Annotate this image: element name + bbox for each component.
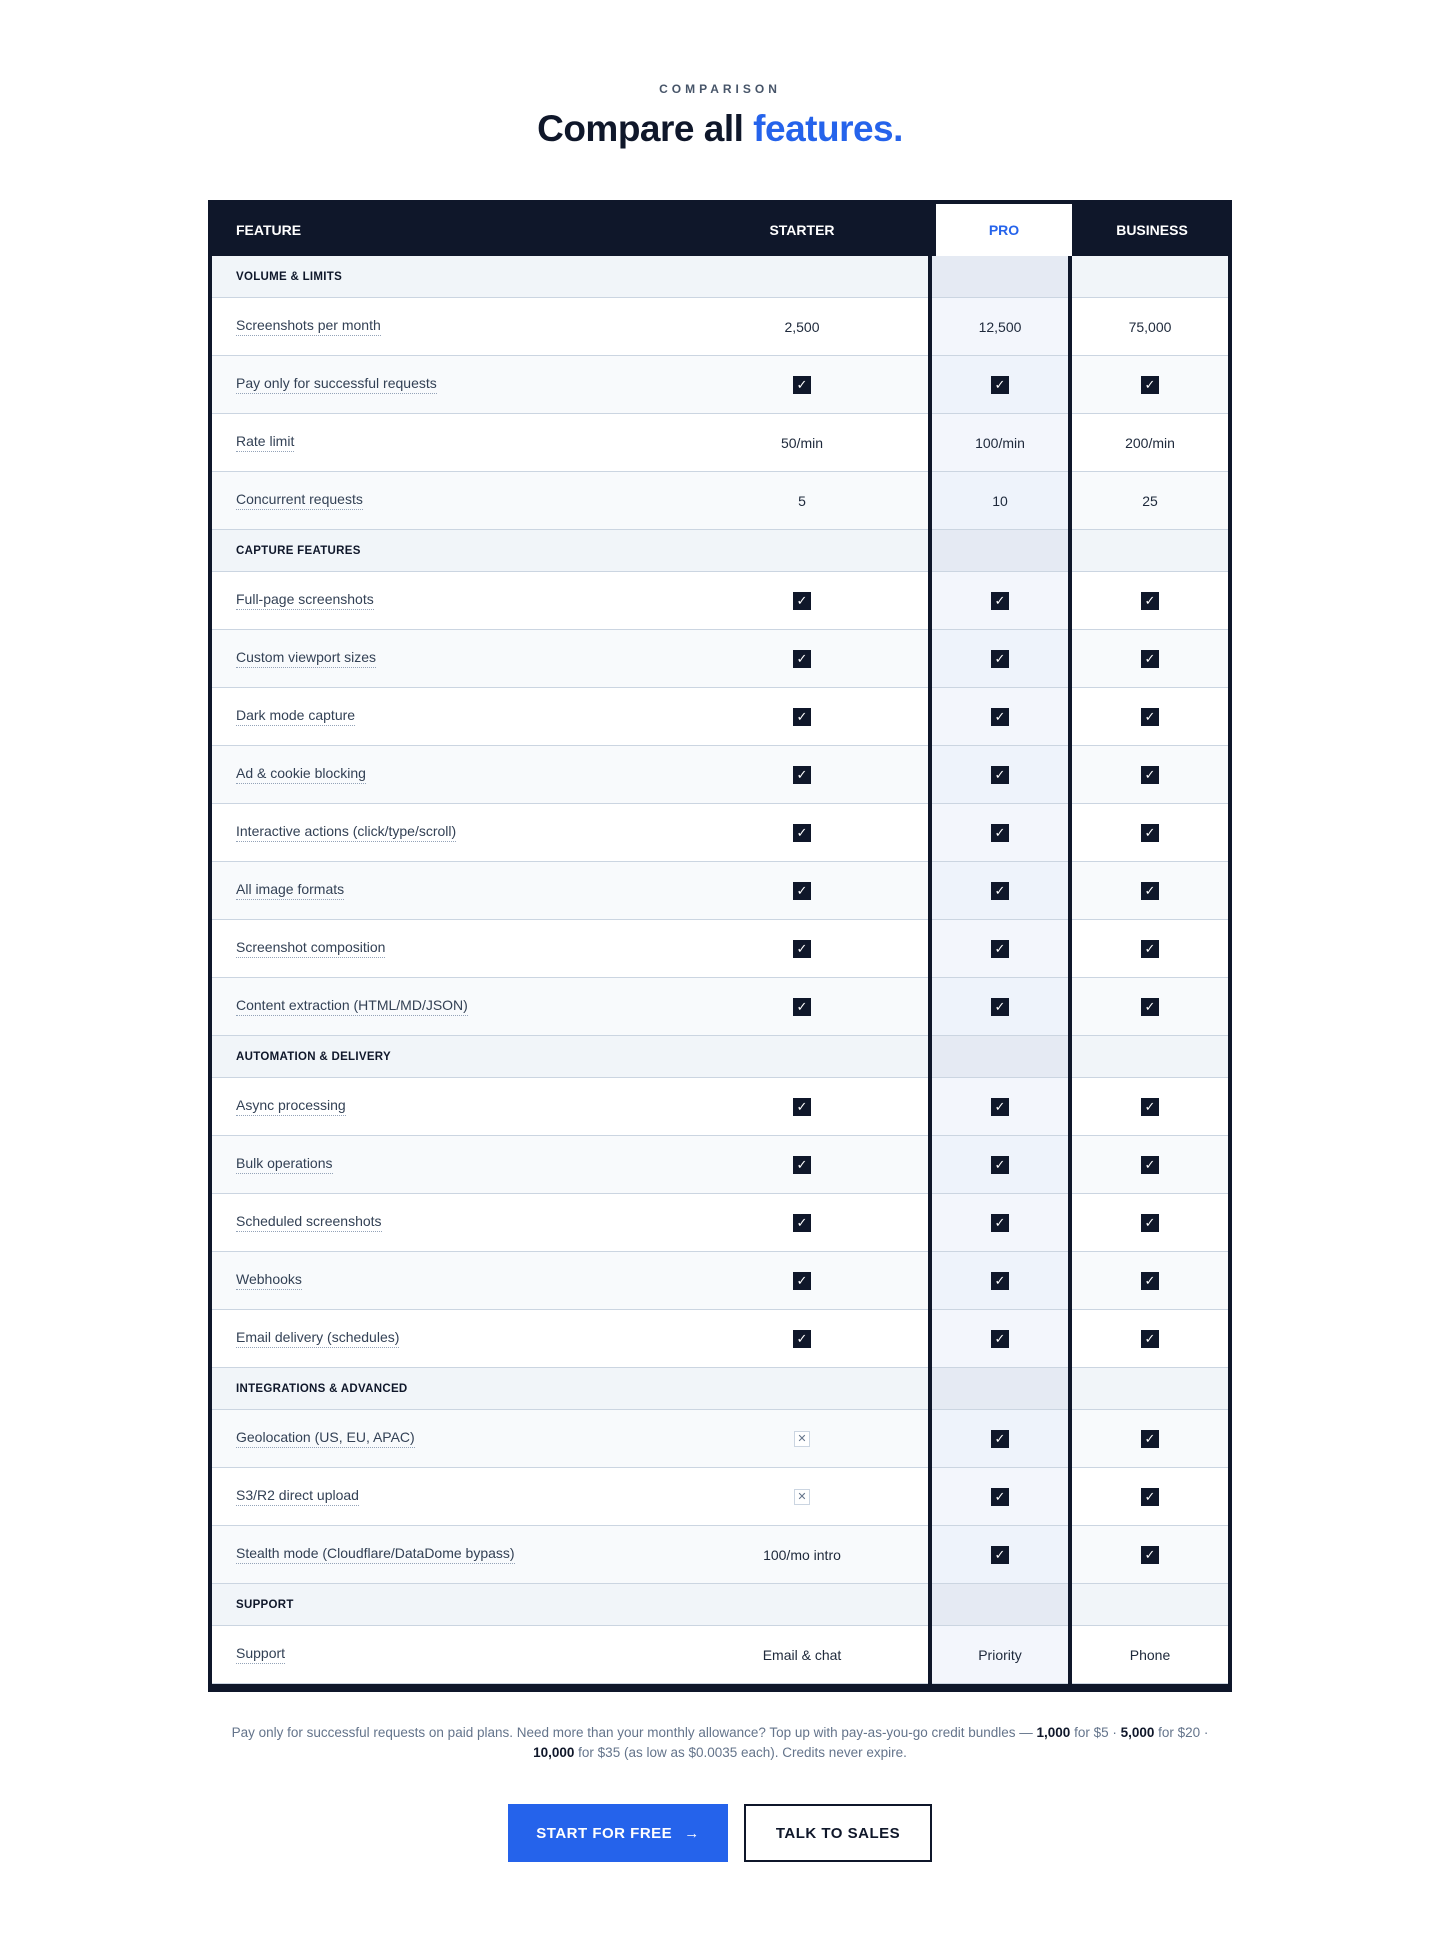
arrow-right-icon: → bbox=[684, 1824, 700, 1842]
table-row bbox=[212, 688, 1228, 746]
feature-label[interactable]: Dark mode capture bbox=[236, 707, 355, 726]
checkmark-icon: ✓ bbox=[991, 824, 1009, 842]
feature-label[interactable]: Screenshot composition bbox=[236, 939, 385, 958]
checkmark-icon: ✓ bbox=[1141, 1098, 1159, 1116]
pro-value bbox=[932, 572, 1068, 629]
feature-label-wrap bbox=[236, 1310, 399, 1367]
business-value bbox=[1072, 1468, 1228, 1525]
pro-value bbox=[932, 688, 1068, 745]
pro-cell bbox=[932, 1194, 1068, 1252]
pro-value bbox=[932, 1252, 1068, 1309]
footnote-text-1: Pay only for successful requests on paid plans. Need more than your monthly allowance? Top up with pay-as-you-go credit bundles — bbox=[231, 1725, 1037, 1740]
feature-label-wrap bbox=[236, 1410, 415, 1467]
feature-label-wrap bbox=[236, 1252, 302, 1309]
checkmark-icon: ✓ bbox=[1141, 1214, 1159, 1232]
business-cell bbox=[1072, 1136, 1228, 1194]
table-row bbox=[212, 862, 1228, 920]
business-cell bbox=[1072, 1526, 1228, 1584]
starter-value: Email & chat bbox=[762, 1646, 842, 1663]
business-value bbox=[1072, 804, 1228, 861]
start-for-free-button[interactable] bbox=[508, 1804, 728, 1862]
section-cell bbox=[1072, 1036, 1228, 1078]
pro-cell bbox=[932, 630, 1068, 688]
checkmark-icon: ✓ bbox=[793, 708, 811, 726]
column-header-business: BUSINESS bbox=[1116, 222, 1188, 238]
checkmark-icon: ✓ bbox=[991, 1430, 1009, 1448]
talk-to-sales-button[interactable] bbox=[744, 1804, 932, 1862]
footnote-bold-1: 1,000 bbox=[1036, 1725, 1071, 1740]
pro-value bbox=[932, 1310, 1068, 1367]
pro-cell bbox=[932, 746, 1068, 804]
business-value bbox=[1072, 1252, 1228, 1309]
eyebrow: COMPARISON bbox=[659, 82, 781, 96]
starter-value bbox=[742, 1078, 862, 1135]
pro-value bbox=[932, 1410, 1068, 1467]
feature-label-wrap bbox=[236, 1626, 285, 1683]
checkmark-icon: ✓ bbox=[991, 998, 1009, 1016]
feature-label[interactable]: S3/R2 direct upload bbox=[236, 1487, 359, 1506]
business-cell bbox=[1072, 1468, 1228, 1526]
section-label: INTEGRATIONS & ADVANCED bbox=[236, 1383, 408, 1395]
checkmark-icon: ✓ bbox=[793, 592, 811, 610]
page-title bbox=[0, 108, 1440, 150]
checkmark-icon: ✓ bbox=[991, 650, 1009, 668]
business-cell bbox=[1072, 1078, 1228, 1136]
business-cell bbox=[1072, 1626, 1228, 1684]
checkmark-icon: ✓ bbox=[991, 1546, 1009, 1564]
footnote-bold-3: 10,000 bbox=[533, 1745, 575, 1760]
checkmark-icon: ✓ bbox=[793, 1272, 811, 1290]
pro-cell bbox=[932, 298, 1068, 356]
feature-cell bbox=[212, 1626, 928, 1684]
feature-label[interactable]: Scheduled screenshots bbox=[236, 1213, 382, 1232]
feature-label[interactable]: Geolocation (US, EU, APAC) bbox=[236, 1429, 415, 1448]
table-row bbox=[212, 978, 1228, 1036]
checkmark-icon: ✓ bbox=[991, 1272, 1009, 1290]
pro-cell bbox=[932, 1410, 1068, 1468]
table-row bbox=[212, 1194, 1228, 1252]
column-header-feature: FEATURE bbox=[236, 222, 302, 238]
feature-label-wrap bbox=[236, 356, 437, 413]
feature-cell bbox=[212, 414, 928, 472]
section-cell bbox=[932, 256, 1068, 298]
table-row bbox=[212, 572, 1228, 630]
checkmark-icon: ✓ bbox=[1141, 650, 1159, 668]
section-row-integrations-advanced bbox=[212, 1368, 1228, 1410]
title-accent: features. bbox=[753, 108, 903, 149]
pro-value bbox=[932, 1136, 1068, 1193]
comparison-table bbox=[208, 200, 1232, 1692]
feature-cell bbox=[212, 862, 928, 920]
business-cell bbox=[1072, 688, 1228, 746]
table-row bbox=[212, 1410, 1228, 1468]
feature-label[interactable]: Email delivery (schedules) bbox=[236, 1329, 399, 1348]
business-cell bbox=[1072, 1252, 1228, 1310]
pro-value bbox=[932, 1468, 1068, 1525]
feature-label[interactable]: Custom viewport sizes bbox=[236, 649, 376, 668]
starter-value bbox=[742, 1194, 862, 1251]
feature-label-wrap bbox=[236, 804, 456, 861]
section-label: CAPTURE FEATURES bbox=[236, 545, 361, 557]
checkmark-icon: ✓ bbox=[991, 1330, 1009, 1348]
pro-cell bbox=[932, 572, 1068, 630]
checkmark-icon: ✓ bbox=[1141, 824, 1159, 842]
feature-label-wrap bbox=[236, 688, 355, 745]
pro-cell bbox=[932, 1310, 1068, 1368]
feature-cell bbox=[212, 630, 928, 688]
feature-label[interactable]: Support bbox=[236, 1645, 285, 1664]
feature-label[interactable]: All image formats bbox=[236, 881, 344, 900]
business-value: 75,000 bbox=[1128, 318, 1172, 335]
feature-label[interactable]: Ad & cookie blocking bbox=[236, 765, 366, 784]
checkmark-icon: ✓ bbox=[793, 882, 811, 900]
footnote-text-2: for $5 · bbox=[1070, 1725, 1121, 1740]
checkmark-icon: ✓ bbox=[793, 1098, 811, 1116]
pro-value bbox=[932, 1078, 1068, 1135]
feature-label[interactable]: Full-page screenshots bbox=[236, 591, 374, 610]
feature-label-wrap bbox=[236, 862, 344, 919]
checkmark-icon: ✓ bbox=[1141, 708, 1159, 726]
cross-icon: ✕ bbox=[794, 1431, 810, 1447]
feature-label-wrap bbox=[236, 1078, 346, 1135]
pro-value: Priority bbox=[978, 1646, 1022, 1663]
starter-value: 2,500 bbox=[784, 318, 820, 335]
business-cell bbox=[1072, 472, 1228, 530]
pro-value bbox=[932, 1194, 1068, 1251]
talk-to-sales-label: TALK TO SALES bbox=[775, 1824, 901, 1842]
feature-label[interactable]: Webhooks bbox=[236, 1271, 302, 1290]
section-row-support bbox=[212, 1584, 1228, 1626]
pro-cell bbox=[932, 862, 1068, 920]
table-row bbox=[212, 804, 1228, 862]
pro-cell bbox=[932, 804, 1068, 862]
business-cell bbox=[1072, 356, 1228, 414]
section-row-automation-delivery bbox=[212, 1036, 1228, 1078]
checkmark-icon: ✓ bbox=[1141, 1430, 1159, 1448]
business-value bbox=[1072, 630, 1228, 687]
starter-value bbox=[742, 804, 862, 861]
section-cell bbox=[1072, 1584, 1228, 1626]
pro-cell bbox=[932, 978, 1068, 1036]
checkmark-icon: ✓ bbox=[991, 1488, 1009, 1506]
business-value bbox=[1072, 1526, 1228, 1583]
business-cell bbox=[1072, 298, 1228, 356]
feature-label[interactable]: Screenshots per month bbox=[236, 317, 381, 336]
title-main: Compare all bbox=[537, 108, 754, 149]
checkmark-icon: ✓ bbox=[991, 376, 1009, 394]
feature-cell bbox=[212, 356, 928, 414]
table-row bbox=[212, 1526, 1228, 1584]
section-label: VOLUME & LIMITS bbox=[236, 271, 343, 283]
feature-label[interactable]: Concurrent requests bbox=[236, 491, 363, 510]
table-row bbox=[212, 1468, 1228, 1526]
business-value bbox=[1072, 746, 1228, 803]
checkmark-icon: ✓ bbox=[1141, 1546, 1159, 1564]
feature-label-wrap bbox=[236, 414, 294, 471]
pro-value bbox=[932, 862, 1068, 919]
feature-cell bbox=[212, 572, 928, 630]
starter-value bbox=[742, 1468, 862, 1525]
feature-cell bbox=[212, 1252, 928, 1310]
table-row bbox=[212, 472, 1228, 530]
pro-cell bbox=[932, 414, 1068, 472]
pro-value bbox=[932, 746, 1068, 803]
checkmark-icon: ✓ bbox=[991, 1214, 1009, 1232]
pro-value bbox=[932, 1526, 1068, 1583]
table-row bbox=[212, 746, 1228, 804]
business-cell bbox=[1072, 1194, 1228, 1252]
checkmark-icon: ✓ bbox=[1141, 766, 1159, 784]
business-value bbox=[1072, 1410, 1228, 1467]
checkmark-icon: ✓ bbox=[991, 882, 1009, 900]
pro-cell bbox=[932, 1136, 1068, 1194]
starter-value bbox=[742, 978, 862, 1035]
feature-label[interactable]: Pay only for successful requests bbox=[236, 375, 437, 394]
checkmark-icon: ✓ bbox=[991, 1098, 1009, 1116]
pro-cell bbox=[932, 1468, 1068, 1526]
table-header bbox=[212, 204, 1228, 256]
footnote-text-3: for $20 · bbox=[1154, 1725, 1209, 1740]
starter-value bbox=[742, 862, 862, 919]
starter-value bbox=[742, 1252, 862, 1309]
feature-label[interactable]: Content extraction (HTML/MD/JSON) bbox=[236, 997, 468, 1016]
checkmark-icon: ✓ bbox=[1141, 1156, 1159, 1174]
feature-cell bbox=[212, 298, 928, 356]
checkmark-icon: ✓ bbox=[991, 940, 1009, 958]
pro-value bbox=[932, 630, 1068, 687]
feature-label-wrap bbox=[236, 298, 381, 355]
feature-label-wrap bbox=[236, 1526, 515, 1583]
feature-label-wrap bbox=[236, 630, 376, 687]
pro-value bbox=[932, 920, 1068, 977]
starter-value bbox=[742, 1310, 862, 1367]
business-cell bbox=[1072, 1310, 1228, 1368]
feature-label[interactable]: Interactive actions (click/type/scroll) bbox=[236, 823, 456, 842]
pro-value: 10 bbox=[992, 492, 1008, 509]
section-row-capture-features bbox=[212, 530, 1228, 572]
table-row bbox=[212, 1136, 1228, 1194]
footnote-text-4: for $35 (as low as $0.0035 each). Credits never expire. bbox=[574, 1745, 907, 1760]
section-cell bbox=[212, 1584, 928, 1626]
feature-label-wrap bbox=[236, 978, 468, 1035]
feature-label-wrap bbox=[236, 1136, 333, 1193]
checkmark-icon: ✓ bbox=[793, 1156, 811, 1174]
table-row bbox=[212, 1626, 1228, 1684]
starter-value: 100/mo intro bbox=[763, 1546, 841, 1563]
section-cell bbox=[932, 530, 1068, 572]
checkmark-icon: ✓ bbox=[793, 650, 811, 668]
section-label: AUTOMATION & DELIVERY bbox=[236, 1051, 391, 1063]
checkmark-icon: ✓ bbox=[1141, 376, 1159, 394]
section-row-volume-limits bbox=[212, 256, 1228, 298]
business-cell bbox=[1072, 920, 1228, 978]
checkmark-icon: ✓ bbox=[1141, 1488, 1159, 1506]
feature-cell bbox=[212, 920, 928, 978]
feature-cell bbox=[212, 1468, 928, 1526]
feature-label-wrap bbox=[236, 1468, 359, 1525]
pro-cell bbox=[932, 688, 1068, 746]
starter-value: 50/min bbox=[780, 434, 824, 451]
business-value bbox=[1072, 1078, 1228, 1135]
pro-cell bbox=[932, 1626, 1068, 1684]
feature-cell bbox=[212, 1136, 928, 1194]
starter-value bbox=[742, 356, 862, 413]
business-value bbox=[1072, 862, 1228, 919]
feature-cell bbox=[212, 688, 928, 746]
table-row bbox=[212, 356, 1228, 414]
pro-value bbox=[932, 356, 1068, 413]
starter-value bbox=[742, 1136, 862, 1193]
section-cell bbox=[932, 1036, 1068, 1078]
checkmark-icon: ✓ bbox=[793, 824, 811, 842]
starter-value bbox=[742, 1410, 862, 1467]
feature-cell bbox=[212, 1078, 928, 1136]
section-cell bbox=[1072, 1368, 1228, 1410]
table-row bbox=[212, 630, 1228, 688]
pro-cell bbox=[932, 356, 1068, 414]
starter-value bbox=[742, 920, 862, 977]
feature-label-wrap bbox=[236, 572, 374, 629]
table-row bbox=[212, 1078, 1228, 1136]
business-value bbox=[1072, 1194, 1228, 1251]
business-value bbox=[1072, 978, 1228, 1035]
feature-label-wrap bbox=[236, 1194, 382, 1251]
checkmark-icon: ✓ bbox=[793, 940, 811, 958]
checkmark-icon: ✓ bbox=[793, 1214, 811, 1232]
feature-cell bbox=[212, 1410, 928, 1468]
feature-label[interactable]: Rate limit bbox=[236, 433, 294, 452]
feature-cell bbox=[212, 746, 928, 804]
business-cell bbox=[1072, 1410, 1228, 1468]
footnote-bold-2: 5,000 bbox=[1120, 1725, 1155, 1740]
table-row bbox=[212, 414, 1228, 472]
business-cell bbox=[1072, 862, 1228, 920]
feature-cell bbox=[212, 472, 928, 530]
business-cell bbox=[1072, 630, 1228, 688]
starter-value bbox=[742, 572, 862, 629]
feature-label-wrap bbox=[236, 472, 363, 529]
starter-value: 5 bbox=[798, 492, 806, 509]
business-value: Phone bbox=[1129, 1646, 1171, 1663]
section-label: SUPPORT bbox=[236, 1599, 294, 1611]
business-cell bbox=[1072, 804, 1228, 862]
feature-label-wrap bbox=[236, 920, 385, 977]
business-value bbox=[1072, 572, 1228, 629]
feature-cell bbox=[212, 1194, 928, 1252]
feature-label-wrap bbox=[236, 746, 366, 803]
business-value bbox=[1072, 920, 1228, 977]
cross-icon: ✕ bbox=[794, 1489, 810, 1505]
column-header-starter: STARTER bbox=[769, 222, 835, 238]
feature-cell bbox=[212, 1526, 928, 1584]
checkmark-icon: ✓ bbox=[991, 708, 1009, 726]
section-cell bbox=[1072, 530, 1228, 572]
business-value bbox=[1072, 1136, 1228, 1193]
pro-value bbox=[932, 978, 1068, 1035]
business-value: 200/min bbox=[1125, 434, 1175, 451]
checkmark-icon: ✓ bbox=[991, 1156, 1009, 1174]
pro-cell bbox=[932, 920, 1068, 978]
pro-cell bbox=[932, 1078, 1068, 1136]
table-row bbox=[212, 1252, 1228, 1310]
table-row bbox=[212, 298, 1228, 356]
checkmark-icon: ✓ bbox=[793, 998, 811, 1016]
feature-label[interactable]: Bulk operations bbox=[236, 1155, 333, 1174]
table-row bbox=[212, 920, 1228, 978]
pro-cell bbox=[932, 1526, 1068, 1584]
business-value bbox=[1072, 1310, 1228, 1367]
pro-value: 12,500 bbox=[978, 318, 1022, 335]
business-cell bbox=[1072, 572, 1228, 630]
pro-value bbox=[932, 804, 1068, 861]
footnote bbox=[210, 1723, 1230, 1763]
starter-value bbox=[742, 630, 862, 687]
pro-cell bbox=[932, 472, 1068, 530]
starter-value bbox=[742, 688, 862, 745]
checkmark-icon: ✓ bbox=[991, 766, 1009, 784]
checkmark-icon: ✓ bbox=[793, 1330, 811, 1348]
checkmark-icon: ✓ bbox=[1141, 592, 1159, 610]
section-cell bbox=[932, 1368, 1068, 1410]
section-cell bbox=[932, 1584, 1068, 1626]
feature-cell bbox=[212, 978, 928, 1036]
checkmark-icon: ✓ bbox=[793, 766, 811, 784]
checkmark-icon: ✓ bbox=[1141, 998, 1159, 1016]
business-cell bbox=[1072, 746, 1228, 804]
feature-cell bbox=[212, 1310, 928, 1368]
checkmark-icon: ✓ bbox=[1141, 940, 1159, 958]
business-value bbox=[1072, 356, 1228, 413]
feature-cell bbox=[212, 804, 928, 862]
starter-value bbox=[742, 746, 862, 803]
pro-value: 100/min bbox=[975, 434, 1025, 451]
start-for-free-label: START FOR FREE bbox=[536, 1824, 673, 1842]
checkmark-icon: ✓ bbox=[1141, 882, 1159, 900]
business-cell bbox=[1072, 978, 1228, 1036]
business-value bbox=[1072, 688, 1228, 745]
business-value: 25 bbox=[1142, 492, 1158, 509]
checkmark-icon: ✓ bbox=[991, 592, 1009, 610]
table-row bbox=[212, 1310, 1228, 1368]
feature-label[interactable]: Stealth mode (Cloudflare/DataDome bypass) bbox=[236, 1545, 515, 1564]
feature-label[interactable]: Async processing bbox=[236, 1097, 346, 1116]
column-header-pro: PRO bbox=[936, 204, 1072, 256]
checkmark-icon: ✓ bbox=[1141, 1272, 1159, 1290]
business-cell bbox=[1072, 414, 1228, 472]
checkmark-icon: ✓ bbox=[1141, 1330, 1159, 1348]
section-cell bbox=[1072, 256, 1228, 298]
pro-cell bbox=[932, 1252, 1068, 1310]
checkmark-icon: ✓ bbox=[793, 376, 811, 394]
